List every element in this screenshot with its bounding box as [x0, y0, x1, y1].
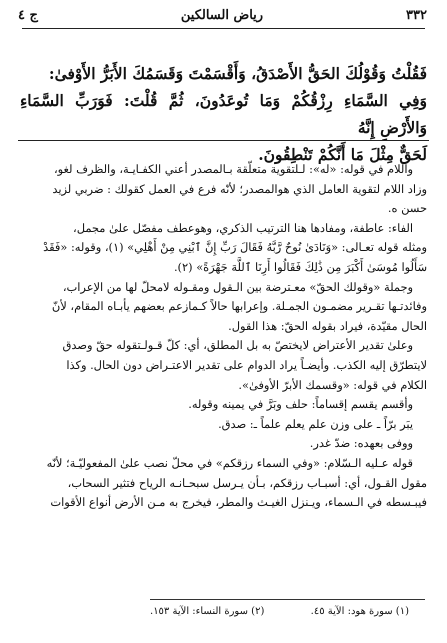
commentary-line: سَأَلُوا مُوسَىٰ أَكْبَرَ مِن ذَٰلِكَ فَقَالُوا أَرِنَا ٱللَّهَ جَهْرَةً» (٢).	[173, 259, 427, 274]
commentary-line: مقول القـول، أي: أسبـاب رزقكم، بـأن يـرسل سبحـانـه الرياح فتثير السحاب،	[67, 475, 427, 490]
commentary-line: وأقسم يقسم إقساماً: حلف وبَرَّ في يمينه وقوله.	[188, 397, 413, 412]
commentary-line: ومثله قوله تعـالى: «وَنَادَىٰ نُوحٌ رَّبَّهُ فَقَالَ رَبِّ إِنَّ ٱبْنِي مِنْ أَهْلِي» (١)، وقوله: «فَقَدْ	[43, 240, 427, 255]
book-title: رياض السالكين	[180, 7, 264, 23]
commentary-line: وجملة «وقولك الحقّ» معـترضة بين الـقول ومقـوله لامحلّ لها من الإعراب،	[62, 279, 413, 294]
commentary-line: الحال مقيّدة، فيراد بقوله الحقّ: هذا القول.	[228, 318, 427, 333]
commentary-line: وعلىٰ تقدير الأعتراض لايختصّ به بل المطلق، أي: كلّ قـولـتقوله حقّ وصدق	[62, 338, 413, 353]
commentary-line: وزاد اللام لتقوية العامل الذي هوالمصدر؛ لأنّه فرع في العمل كقولك : ضربي لزيد	[52, 181, 427, 196]
commentary-line: الفاء: عاطفة، ومفادها هنا الترتيب الذكري، وهوعطف مفصّل علىٰ مجمل،	[73, 220, 413, 235]
commentary-text	[20, 160, 427, 513]
supplication-text	[20, 60, 427, 168]
footnote-2: (٢) سورة النساء: الآية ١٥٣.	[150, 606, 265, 617]
supplication-line: وَفِي السَّمَاءِ رِزْقُكُمْ وَمَا تُوعَدُونَ، ثُمَّ قُلْتَ: فَوَرَبِّ السَّمَاءِ وَالأَرْضِ إِنَّهُ	[20, 91, 427, 137]
commentary-line: ووفى بعهده: ضدّ غدر.	[309, 436, 413, 451]
page-number: ٣٣٢	[406, 7, 427, 23]
running-header	[18, 4, 427, 26]
commentary-line: فيبـسطه في الـسماء، ويـنزل الغيـث والمطر، فيخرج به مـن الأرض أنواع الأقوات	[50, 495, 427, 510]
supplication-line: لَحَقٌّ مِثْلَ مَا أَنَّكُمْ تَنْطِقُونَ.	[258, 145, 427, 164]
commentary-line: وفائدتـها تقـرير مضمـون الجمـلة. وإعرابها حالاً كـمازعم بعضهم يأبـاه المقام، لأنّ	[51, 299, 427, 314]
volume-label: ج ٤	[18, 7, 38, 23]
commentary-line: حسن ه.	[387, 201, 427, 216]
supplication-line: فَقُلْتُ وَقُوْلُكَ الحَقُّ الأَصْدَقُ، وَأَقْسَمْتَ وَقَسَمُكَ الأَبَرُّ الأَوْفىٰ:	[48, 64, 427, 83]
footnote-divider	[150, 599, 425, 600]
footnotes	[150, 606, 409, 617]
commentary-line: قوله عـليه الـسّلام: «وفي السماء رزقكم» في محلّ نصب علىٰ المفعوليّـة؛ لأنّه	[46, 455, 413, 470]
commentary-line: الكلام في قوله: «وقسمك الأبرّ الأوفىٰ».	[238, 377, 427, 392]
section-divider	[18, 140, 429, 141]
header-divider	[22, 28, 425, 29]
commentary-line: لايتطرّق إليه الكذب. وأيضـاً يراد الدوام على تقدير الاعتـراض دون الحال. وكذا	[66, 357, 427, 372]
commentary-line: واللام في قوله: «له»: لـلتقوية متعلّقة بـالمصدر أعني الكفـايـة، والظرف لغو،	[53, 162, 413, 176]
commentary-line: يبَر برّاً ـ على وزن علم يعلم علماً ـ: صدق.	[218, 416, 413, 431]
footnote-1: (١) سورة هود: الآية ٤٥.	[310, 606, 409, 617]
